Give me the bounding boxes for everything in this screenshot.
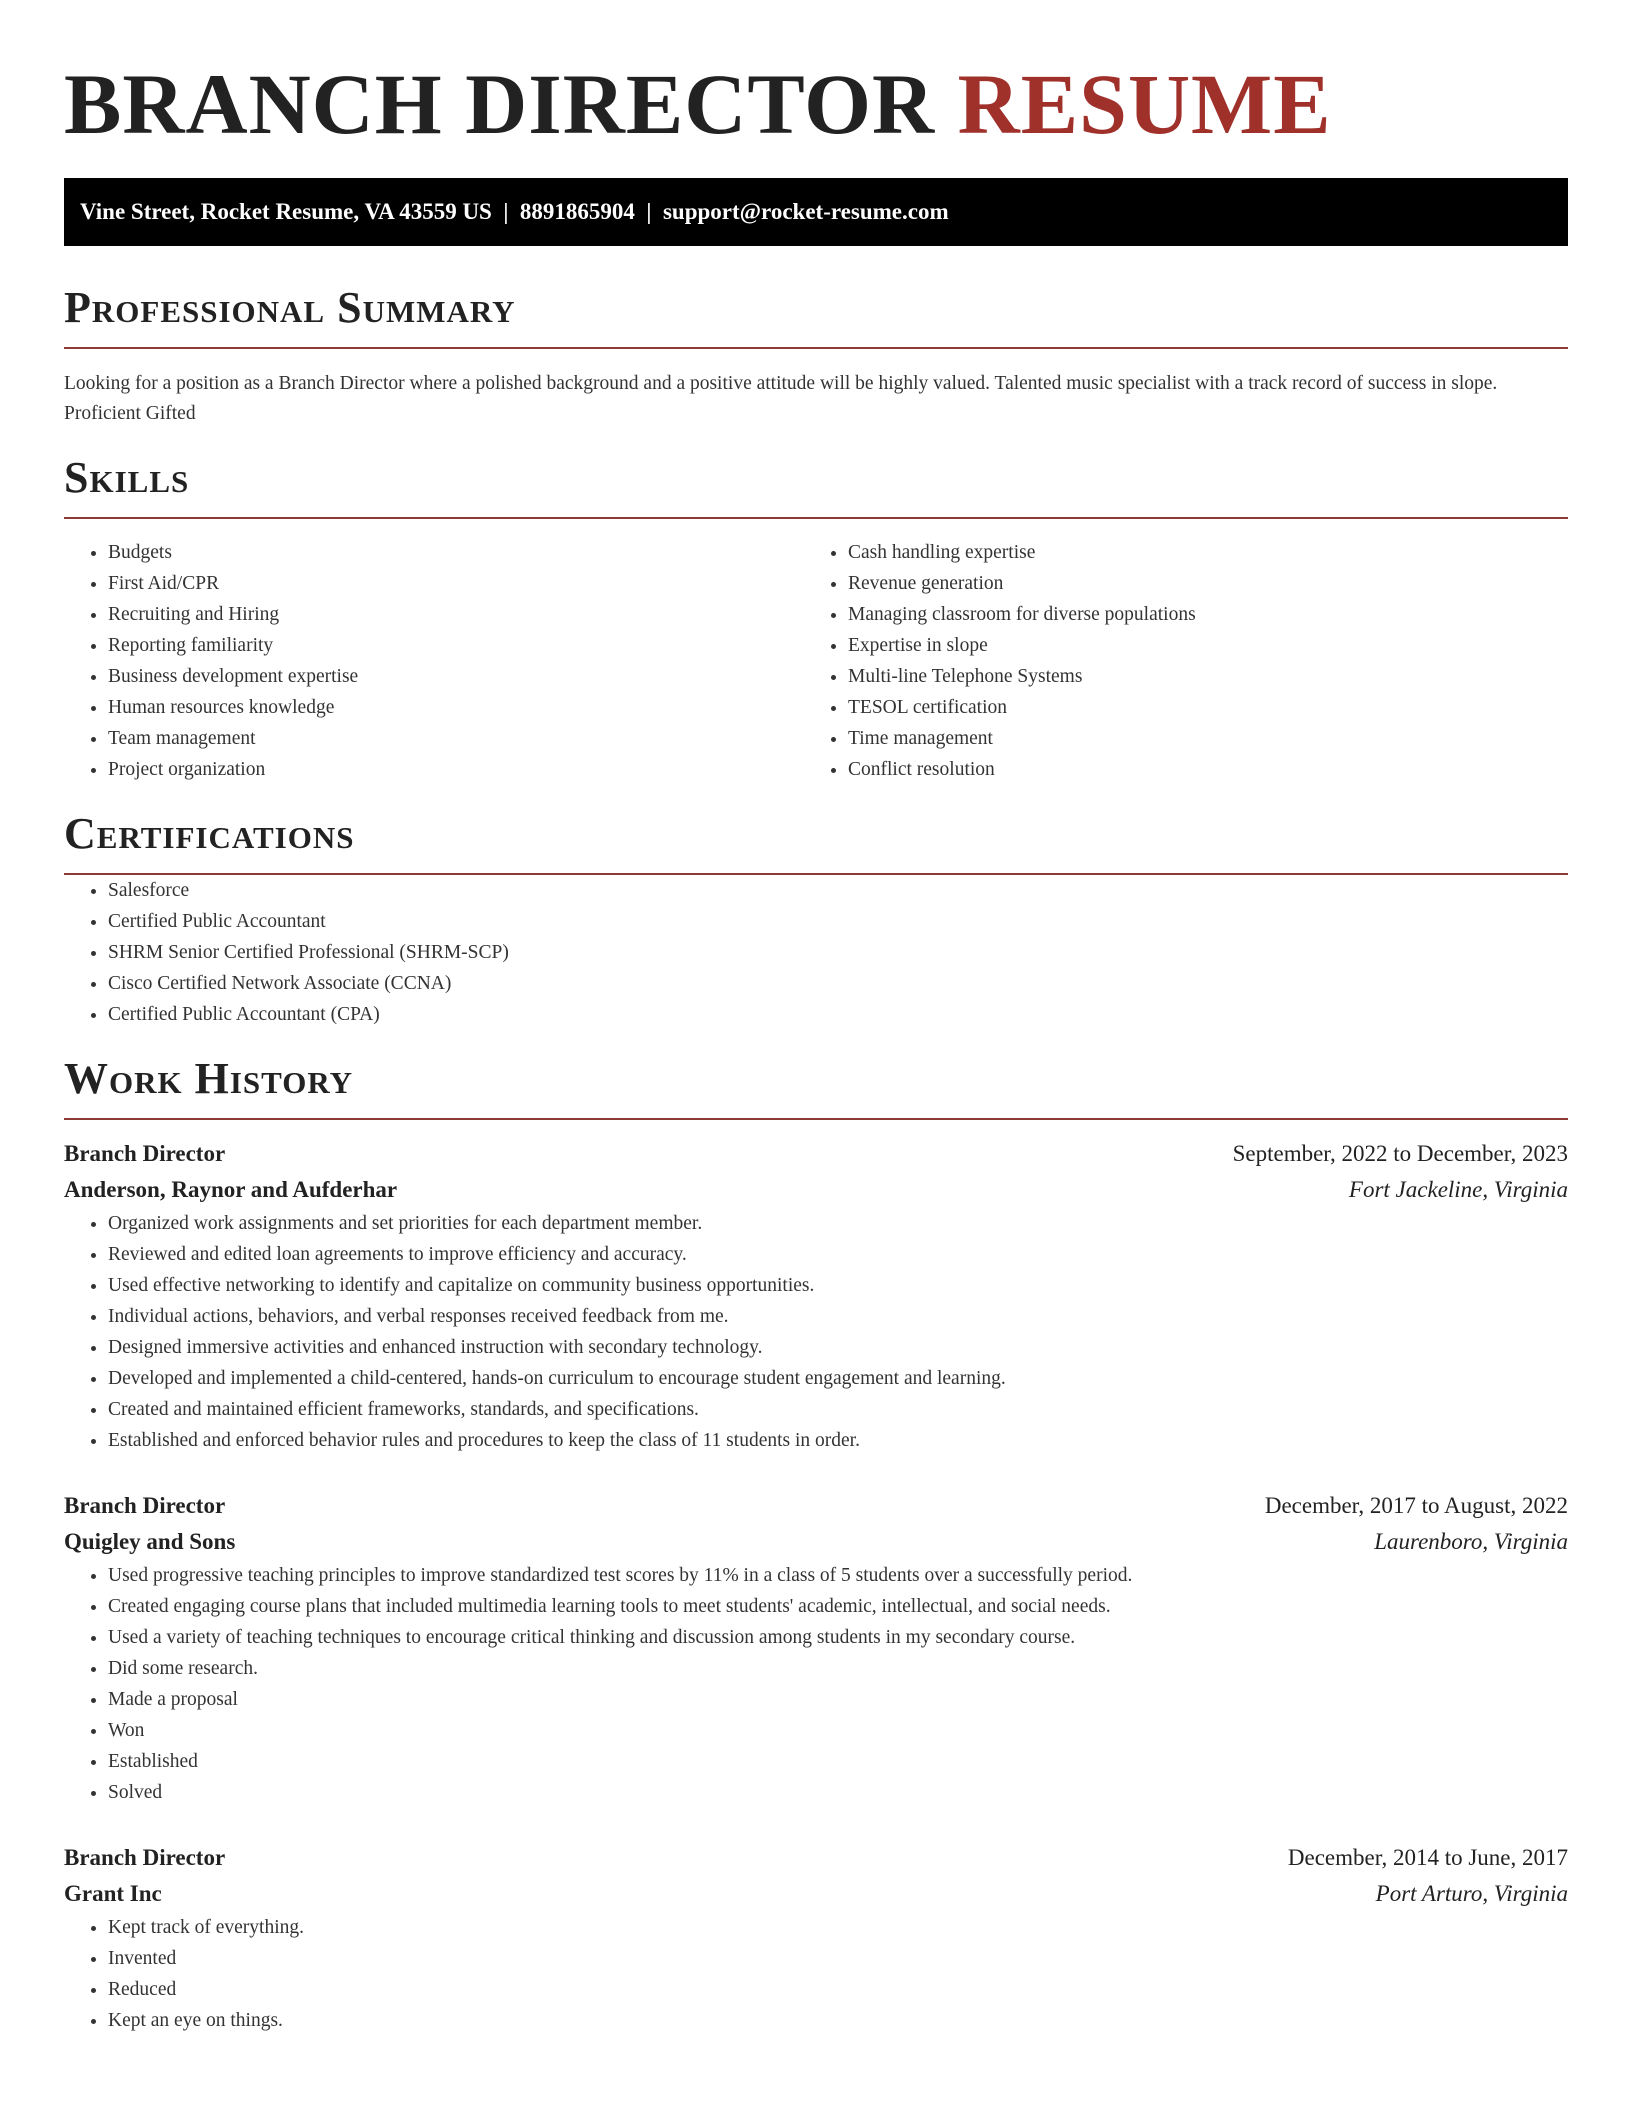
job-title: Branch Director: [64, 1141, 226, 1166]
job-subheader: [64, 1524, 1568, 1560]
job-header: [64, 1840, 1568, 1876]
section-divider: [64, 1118, 1568, 1120]
job-entry: [64, 1840, 1568, 2036]
job-bullet: • Individual actions, behaviors, and verbal responses received feedback from me.: [108, 1301, 1568, 1332]
job-title: Branch Director: [64, 1845, 226, 1870]
job-bullet: • Created engaging course plans that included multimedia learning tools to meet students' academic, intellectual, and social needs.: [108, 1591, 1568, 1622]
section-divider: [64, 517, 1568, 519]
certification-item: • SHRM Senior Certified Professional (SHRM-SCP): [108, 937, 1568, 968]
job-bullet: • Reviewed and edited loan agreements to improve efficiency and accuracy.: [108, 1239, 1568, 1270]
skill-item: • Revenue generation: [848, 568, 1544, 599]
skill-item: • Expertise in slope: [848, 630, 1544, 661]
job-entry: [64, 1136, 1568, 1456]
job-company: Anderson, Raynor and Aufderhar: [64, 1177, 398, 1202]
job-bullet: • Reduced: [108, 1974, 1568, 2005]
job-location: Fort Jackeline, Virginia: [1348, 1177, 1568, 1202]
skill-item: • Reporting familiarity: [108, 630, 804, 661]
skills-column-left: [64, 537, 804, 785]
skill-item: • Budgets: [108, 537, 804, 568]
summary-heading: Professional Summary: [64, 283, 516, 332]
work-history-section: [64, 1054, 1568, 2036]
job-bullet: • Used progressive teaching principles to improve standardized test scores by 11% in a class of 5 students over a successfully period.: [108, 1560, 1568, 1591]
certification-item: • Certified Public Accountant (CPA): [108, 999, 1568, 1030]
certifications-heading: Certifications: [64, 809, 355, 858]
skills-grid: [64, 537, 1568, 785]
job-bullet: • Solved: [108, 1777, 1568, 1808]
job-bullet-list: [64, 1208, 1568, 1456]
job-bullet-list: [64, 1560, 1568, 1808]
summary-section: [64, 283, 1568, 429]
job-dates: December, 2014 to June, 2017: [1287, 1845, 1568, 1870]
title-main: BRANCH DIRECTOR: [64, 56, 936, 152]
section-divider: [64, 347, 1568, 349]
job-dates: September, 2022 to December, 2023: [1232, 1141, 1568, 1166]
job-bullet: • Designed immersive activities and enhanced instruction with secondary technology.: [108, 1332, 1568, 1363]
job-bullet: • Established and enforced behavior rules and procedures to keep the class of 11 students in order.: [108, 1425, 1568, 1456]
skill-item: • TESOL certification: [848, 692, 1544, 723]
resume-title: [64, 0, 1568, 150]
job-subheader: [64, 1172, 1568, 1208]
summary-text: Looking for a position as a Branch Director where a polished background and a positive attitude will be highly valued. Talented music specialist with a track record of success in slope. Proficient Gifted: [64, 373, 1498, 424]
job-subheader: [64, 1876, 1568, 1912]
job-company: Grant Inc: [64, 1881, 162, 1906]
job-bullet: • Established: [108, 1746, 1568, 1777]
job-bullet: • Kept track of everything.: [108, 1912, 1568, 1943]
skill-item: • Multi-line Telephone Systems: [848, 661, 1544, 692]
skill-item: • Managing classroom for diverse populations: [848, 599, 1544, 630]
skill-item: • Human resources knowledge: [108, 692, 804, 723]
job-bullet: • Used effective networking to identify and capitalize on community business opportunities.: [108, 1270, 1568, 1301]
skill-item: • Team management: [108, 723, 804, 754]
certifications-section: [64, 809, 1568, 1030]
job-company: Quigley and Sons: [64, 1529, 236, 1554]
contact-bar: Vine Street, Rocket Resume, VA 43559 US | 8891865904 | support@rocket-resume.com: [64, 178, 1568, 246]
skills-section: [64, 453, 1568, 785]
skill-item: • Time management: [848, 723, 1544, 754]
job-bullet: • Did some research.: [108, 1653, 1568, 1684]
certification-item: • Certified Public Accountant: [108, 906, 1568, 937]
job-entry: [64, 1488, 1568, 1808]
skill-item: • Project organization: [108, 754, 804, 785]
job-bullet: • Made a proposal: [108, 1684, 1568, 1715]
certification-item: • Salesforce: [108, 875, 1568, 906]
skill-item: • Business development expertise: [108, 661, 804, 692]
skills-list-right: [804, 537, 1544, 785]
title-accent: RESUME: [957, 56, 1332, 152]
certifications-list: [64, 875, 1568, 1030]
job-bullet: • Won: [108, 1715, 1568, 1746]
skill-item: • Cash handling expertise: [848, 537, 1544, 568]
skill-item: • Recruiting and Hiring: [108, 599, 804, 630]
job-bullet: • Developed and implemented a child-centered, hands-on curriculum to encourage student engagement and learning.: [108, 1363, 1568, 1394]
skills-column-right: [804, 537, 1544, 785]
job-dates: December, 2017 to August, 2022: [1264, 1493, 1568, 1518]
job-bullet: • Organized work assignments and set priorities for each department member.: [108, 1208, 1568, 1239]
certification-item: • Cisco Certified Network Associate (CCNA): [108, 968, 1568, 999]
job-bullet: • Used a variety of teaching techniques to encourage critical thinking and discussion among students in my secondary course.: [108, 1622, 1568, 1653]
job-header: [64, 1488, 1568, 1524]
job-location: Laurenboro, Virginia: [1374, 1529, 1568, 1554]
job-bullet: • Created and maintained efficient frameworks, standards, and specifications.: [108, 1394, 1568, 1425]
skill-item: • Conflict resolution: [848, 754, 1544, 785]
job-bullet-list: [64, 1912, 1568, 2036]
job-bullet: • Kept an eye on things.: [108, 2005, 1568, 2036]
job-header: [64, 1136, 1568, 1172]
skill-item: • First Aid/CPR: [108, 568, 804, 599]
job-title: Branch Director: [64, 1493, 226, 1518]
skills-list-left: [64, 537, 804, 785]
skills-heading: Skills: [64, 453, 190, 502]
job-bullet: • Invented: [108, 1943, 1568, 1974]
work-history-heading: Work History: [64, 1054, 354, 1103]
job-location: Port Arturo, Virginia: [1375, 1881, 1568, 1906]
